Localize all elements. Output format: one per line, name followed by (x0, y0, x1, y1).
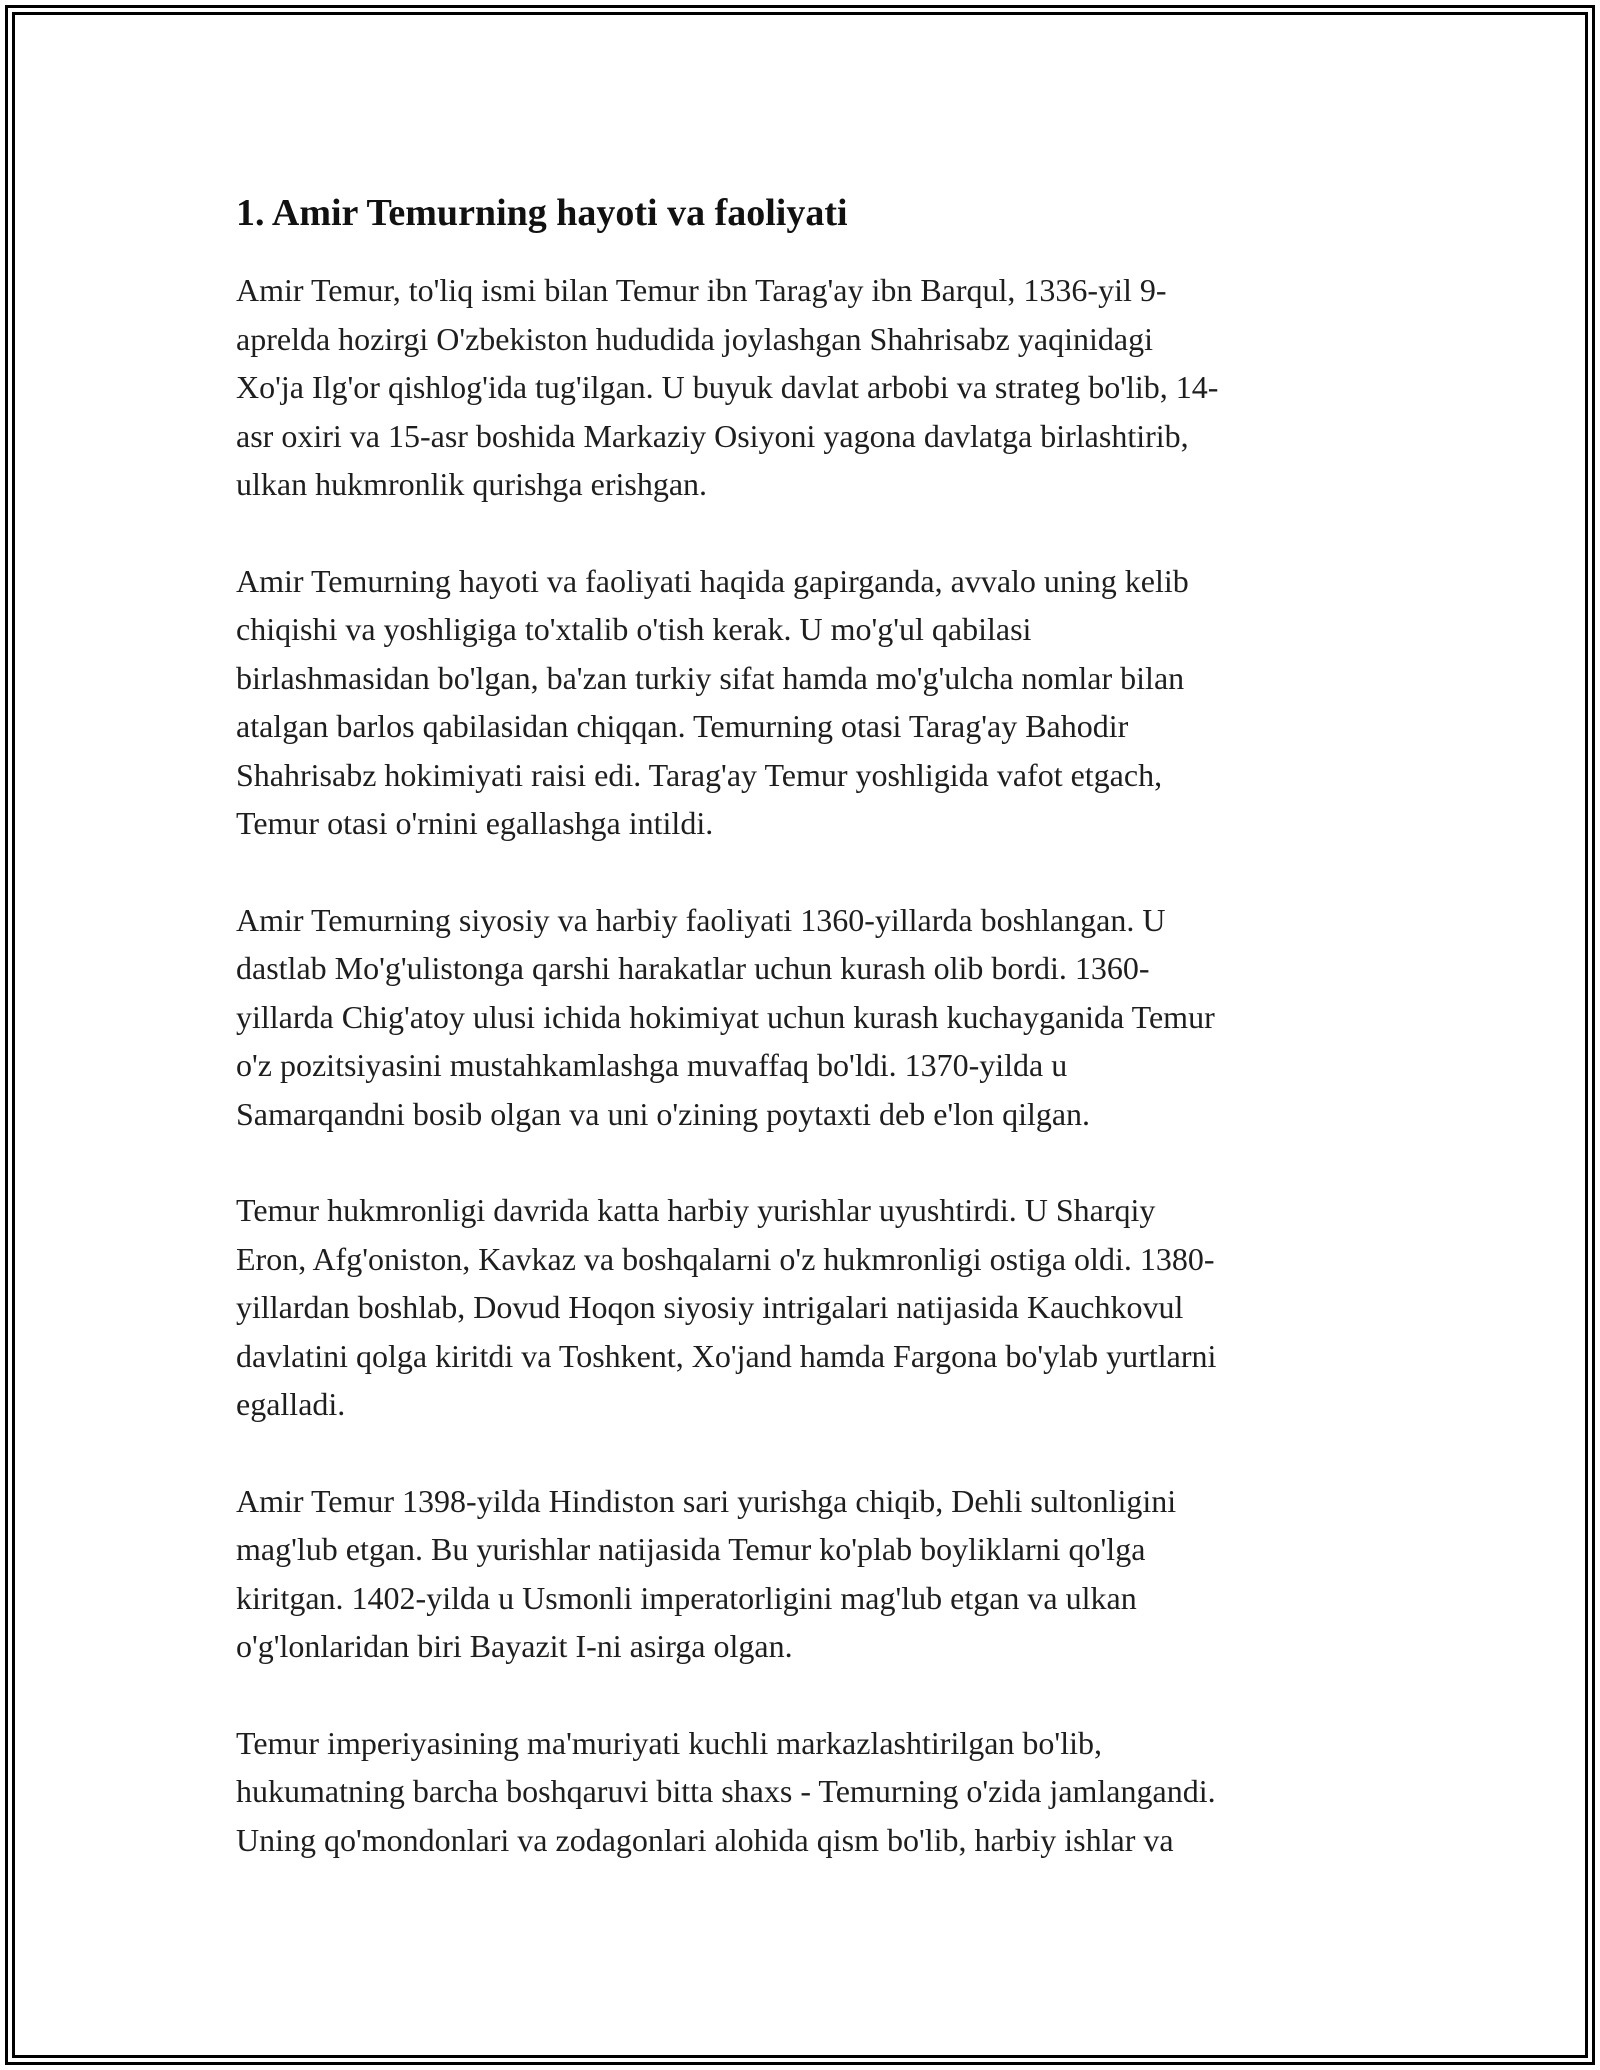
text-line: Uning qo'mondonlari va zodagonlari alohida qism bo'lib, harbiy ishlar va (236, 1821, 1174, 1858)
text-line: ulkan hukmronlik qurishga erishgan. (236, 466, 708, 502)
paragraph-2 (236, 557, 1376, 848)
text-line: dastlab Mo'g'ulistonga qarshi harakatlar uchun kurash olib bordi. 1360- (236, 950, 1150, 986)
text-line: Amir Temurning hayoti va faoliyati haqida gapirganda, avvalo uning kelib (236, 562, 1189, 599)
text-line: egalladi. (236, 1386, 346, 1422)
text-line: Xo'ja Ilg'or qishlog'ida tug'ilgan. U buyuk davlat arbobi va strateg bo'lib, 14- (236, 369, 1219, 405)
text-line: birlashmasidan bo'lgan, ba'zan turkiy sifat hamda mo'g'ulcha nomlar bilan (236, 659, 1185, 696)
paragraph-1 (236, 266, 1376, 509)
text-line: atalgan barlos qabilasidan chiqqan. Temurning otasi Tarag'ay Bahodir (236, 708, 1129, 744)
text-line: o'z pozitsiyasini mustahkamlashga muvaffaq bo'ldi. 1370-yilda u (236, 1047, 1068, 1083)
text-line: Amir Temur 1398-yilda Hindiston sari yurishga chiqib, Dehli sultonligini (236, 1482, 1177, 1519)
text-line: Shahrisabz hokimiyati raisi edi. Tarag'ay Temur yoshligida vafot etgach, (236, 756, 1163, 793)
text-line: mag'lub etgan. Bu yurishlar natijasida Temur ko'plab boyliklarni qo'lga (236, 1531, 1146, 1567)
text-line: kiritgan. 1402-yilda u Usmonli imperatorligini mag'lub etgan va ulkan (236, 1579, 1137, 1616)
paragraph-3 (236, 896, 1376, 1139)
paragraph-6 (236, 1719, 1376, 1865)
text-line: yillarda Chig'atoy ulusi ichida hokimiyat uchun kurash kuchayganida Temur (236, 998, 1215, 1035)
document-body (236, 188, 1376, 1912)
paragraph-5 (236, 1477, 1376, 1671)
text-line: Temur imperiyasining ma'muriyati kuchli markazlashtirilgan bo'lib, (236, 1724, 1102, 1761)
text-line: Samarqandni bosib olgan va uni o'zining poytaxti deb e'lon qilgan. (236, 1095, 1091, 1132)
text-line: yillardan boshlab, Dovud Hoqon siyosiy intrigalari natijasida Kauchkovul (236, 1289, 1184, 1325)
text-line: davlatini qolga kiritdi va Toshkent, Xo'jand hamda Fargona bo'ylab yurtlarni (236, 1337, 1217, 1374)
text-line: Amir Temur, to'liq ismi bilan Temur ibn Tarag'ay ibn Barqul, 1336-yil 9- (236, 272, 1167, 308)
text-line: Eron, Afg'oniston, Kavkaz va boshqalarni o'z hukmronligi ostiga oldi. 1380- (236, 1240, 1215, 1277)
text-line: o'g'lonlaridan biri Bayazit I-ni asirga olgan. (236, 1628, 793, 1664)
text-line: Temur hukmronligi davrida katta harbiy yurishlar uyushtirdi. U Sharqiy (236, 1192, 1156, 1228)
text-line: hukumatning barcha boshqaruvi bitta shaxs - Temurning o'zida jamlangandi. (236, 1773, 1216, 1809)
text-line: Amir Temurning siyosiy va harbiy faoliyati 1360-yillarda boshlangan. U (236, 901, 1166, 938)
text-line: Temur otasi o'rnini egallashga intildi. (236, 805, 714, 841)
text-line: aprelda hozirgi O'zbekiston hududida joylashgan Shahrisabz yaqinidagi (236, 320, 1153, 357)
paragraph-4 (236, 1186, 1376, 1429)
text-line: chiqishi va yoshligiga to'xtalib o'tish kerak. U mo'g'ul qabilasi (236, 611, 1032, 647)
text-line: asr oxiri va 15-asr boshida Markaziy Osiyoni yagona davlatga birlashtirib, (236, 417, 1189, 454)
document-title: 1. Amir Temurning hayoti va faoliyati (236, 192, 848, 234)
